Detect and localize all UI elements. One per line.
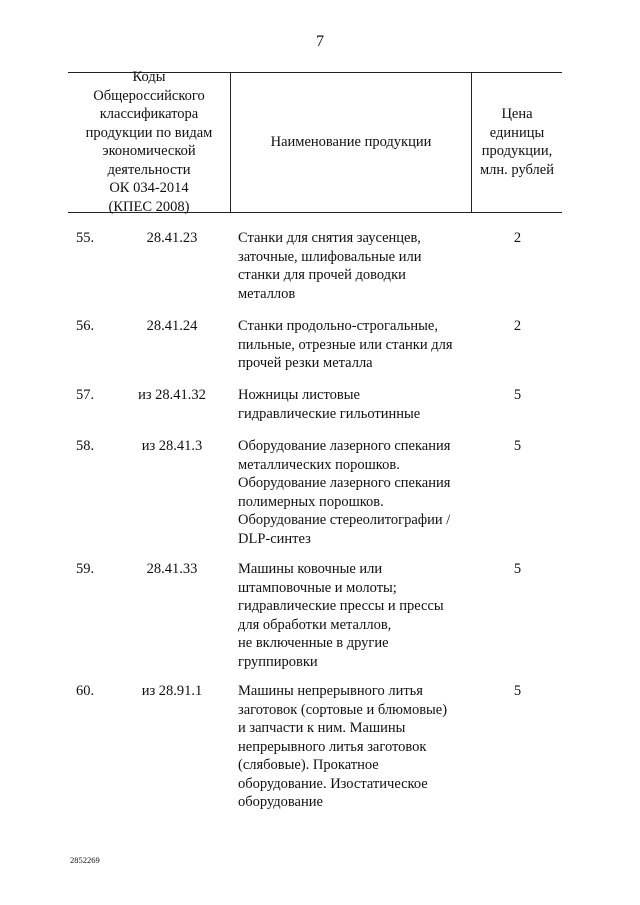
row-price: 5 (513, 683, 522, 699)
row-number: 56. (76, 318, 95, 334)
row-price: 2 (513, 318, 522, 334)
row-code: 28.41.24 (146, 318, 198, 334)
row-code: из 28.41.3 (141, 438, 203, 454)
row-product-name: Машины непрерывного литья заготовок (сортовые и блюмовые) и запчасти к ним. Машины непрерывного литья заготовок (слябовые). Прокатное оборудование. Изостатическое оборудование (238, 683, 448, 810)
row-code: из 28.41.32 (138, 387, 206, 403)
row-code: 28.41.23 (146, 230, 198, 246)
row-price: 5 (513, 438, 522, 454)
document-id: 2852269 (70, 855, 100, 865)
row-code: из 28.91.1 (141, 683, 203, 699)
page-number: 7 (316, 33, 324, 50)
row-code: 28.41.33 (146, 561, 198, 577)
row-number: 57. (76, 387, 95, 403)
row-product-name: Ножницы листовые гидравлические гильотинные (238, 387, 421, 422)
row-price: 5 (513, 561, 522, 577)
row-number: 58. (76, 438, 95, 454)
header-unit-price: Цена единицы продукции, млн. рублей (480, 106, 554, 178)
row-price: 5 (513, 387, 522, 403)
row-price: 2 (513, 230, 522, 246)
header-product-name: Наименование продукции (270, 133, 432, 150)
row-product-name: Машины ковочные или штамповочные и молоты; гидравлические прессы и прессы для обработки металлов, не включенные в другие группировки (238, 561, 444, 670)
table-header-bottom-rule (68, 212, 562, 213)
row-number: 59. (76, 561, 95, 577)
row-product-name: Станки продольно-строгальные, пильные, отрезные или станки для прочей резки металла (238, 318, 453, 371)
row-product-name: Оборудование лазерного спекания металлических порошков. Оборудование лазерного спекания полимерных порошков. Оборудование стереолитографии / DLP-синтез (238, 438, 451, 547)
row-number: 60. (76, 683, 95, 699)
header-codes: Коды Общероссийского классификатора продукции по видам экономической деятельности ОК 034-2014 (КПЕС 2008) (85, 69, 213, 215)
row-product-name: Станки для снятия заусенцев, заточные, шлифовальные или станки для прочей доводки металлов (238, 230, 422, 302)
row-number: 55. (76, 230, 95, 246)
